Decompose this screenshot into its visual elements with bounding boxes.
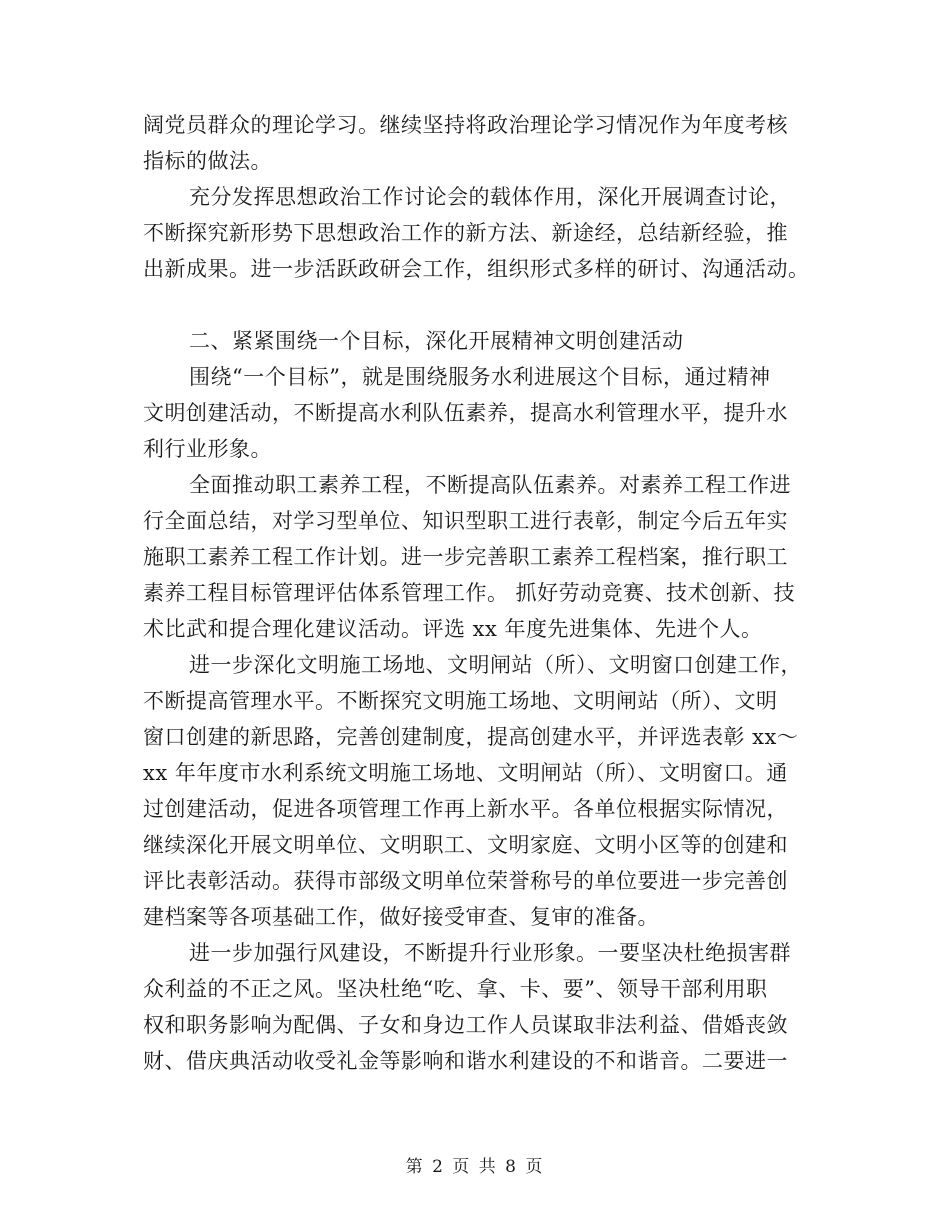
text-line: 充分发挥思想政治工作讨论会的载体作用，深化开展调查讨论，	[189, 185, 791, 209]
section-heading: 二、紧紧围绕一个目标，深化开展精神文明创建活动	[189, 329, 684, 353]
text-line: 过创建活动，促进各项管理工作再上新水平。各单位根据实际情况，	[143, 797, 788, 821]
text-line: 施职工素养工程工作计划。进一步完善职工素养工程档案，推行职工	[143, 545, 788, 569]
text-line: 出新成果。进一步活跃政研会工作，组织形式多样的研讨、沟通活动。	[143, 257, 810, 281]
text-line: 利行业形象。	[143, 437, 272, 461]
text-line: 权和职务影响为配偶、子女和身边工作人员谋取非法利益、借婚丧敛	[143, 1013, 788, 1037]
text-line: 进一步深化文明施工场地、文明闸站（所）、文明窗口创建工作，	[189, 653, 802, 677]
text-line: 进一步加强行风建设，不断提升行业形象。一要坚决杜绝损害群	[189, 941, 791, 965]
text-line: 阔党员群众的理论学习。继续坚持将政治理论学习情况作为年度考核	[143, 113, 788, 137]
text-line: 素养工程目标管理评估体系管理工作。 抓好劳动竞赛、技术创新、技	[143, 581, 796, 605]
text-line: 不断探究新形势下思想政治工作的新方法、新途经，总结新经验，推	[143, 221, 788, 245]
text-line: 财、借庆典活动收受礼金等影响和谐水利建设的不和谐音。二要进一	[143, 1049, 788, 1073]
text-line: 建档案等各项基础工作，做好接受审查、复审的准备。	[143, 905, 659, 929]
text-line: 不断提高管理水平。不断探究文明施工场地、文明闸站（所）、文明	[143, 689, 778, 713]
text-line: 众利益的不正之风。坚决杜绝“吃、拿、卡、要”、领导干部利用职	[143, 977, 768, 1001]
text-line: 行全面总结，对学习型单位、知识型职工进行表彰，制定今后五年实	[143, 509, 788, 533]
text-line: 窗口创建的新思路，完善创建制度，提高创建水平，并评选表彰 xx～	[143, 725, 799, 749]
text-line: 继续深化开展文明单位、文明职工、文明家庭、文明小区等的创建和	[143, 833, 788, 857]
text-line: 围绕“一个目标”，就是围绕服务水利进展这个目标，通过精神	[189, 365, 771, 389]
text-line: 术比武和提合理化建议活动。评选 xx 年度先进集体、先进个人。	[143, 617, 763, 641]
page-number-footer: 第 2 页 共 8 页	[405, 1157, 545, 1177]
text-line: 指标的做法。	[143, 149, 272, 173]
text-line: 全面推动职工素养工程，不断提高队伍素养。对素养工程工作进	[189, 473, 791, 497]
text-line: 文明创建活动，不断提高水利队伍素养，提高水利管理水平，提升水	[143, 401, 788, 425]
text-line: 评比表彰活动。获得市部级文明单位荣誉称号的单位要进一步完善创	[143, 869, 788, 893]
text-line: xx 年年度市水利系统文明施工场地、文明闸站（所）、文明窗口。通	[143, 761, 788, 785]
